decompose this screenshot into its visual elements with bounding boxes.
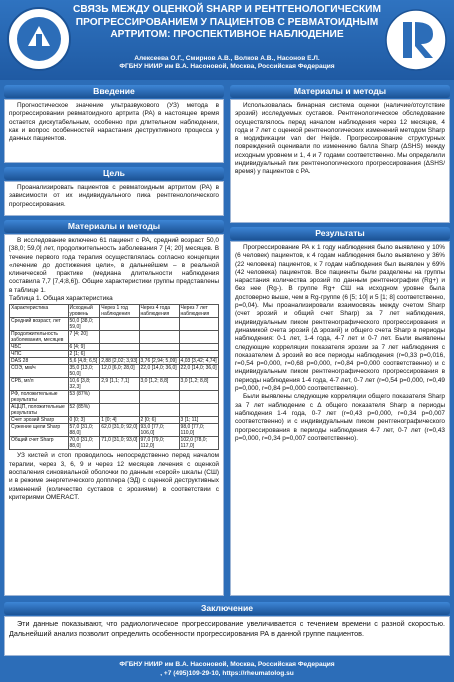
table-cell: 98,0 [77,0; 110,0] bbox=[179, 424, 218, 437]
table-cell: 97,0 [79,0; 112,0] bbox=[139, 437, 179, 450]
characteristics-table bbox=[9, 304, 219, 450]
table-cell bbox=[100, 344, 139, 351]
table-cell: DAS 28 bbox=[10, 358, 69, 365]
table-row bbox=[10, 437, 219, 450]
table-row bbox=[10, 391, 219, 404]
goal-text: Проанализировать пациентов с ревматоидным артритом (РА) в зависимости от их индивидуального пика рентгенологического прогрессирования. bbox=[9, 184, 219, 208]
table-cell bbox=[100, 331, 139, 344]
table-header-cell: Характеристика bbox=[10, 305, 69, 318]
table-row bbox=[10, 318, 219, 331]
table-row bbox=[10, 404, 219, 417]
poster-authors bbox=[70, 55, 384, 71]
table-cell bbox=[179, 351, 218, 358]
association-logo-icon bbox=[383, 4, 449, 76]
table-cell: Счет эрозий Sharp bbox=[10, 417, 69, 424]
results-box bbox=[230, 241, 450, 596]
table-cell: СОЭ, мм/ч bbox=[10, 365, 69, 378]
table-cell bbox=[100, 351, 139, 358]
table-cell bbox=[100, 391, 139, 404]
table-cell: Общий счет Sharp bbox=[10, 437, 69, 450]
authors-line: Алексеева О.Г., Смирнов А.В., Волков А.В., Насонов Е.Л. bbox=[134, 55, 320, 62]
table-cell: 2,88 [2,02; 3,93] bbox=[101, 358, 138, 365]
table-cell: 50,0 [38,0; 59,0] bbox=[68, 318, 100, 331]
table-row bbox=[10, 365, 219, 378]
table-cell: ЧБС bbox=[10, 344, 69, 351]
table-cell: 62,0 [31,0; 92,0] bbox=[100, 424, 139, 437]
table-cell: 3,0 [1,2; 8,8] bbox=[139, 378, 179, 391]
table-cell bbox=[179, 391, 218, 404]
table-cell bbox=[179, 404, 218, 417]
footer-line-2: , +7 (495)109-29-10, https://rheumatolog.su bbox=[160, 670, 294, 677]
goal-box bbox=[4, 181, 224, 216]
intro-box bbox=[4, 99, 224, 163]
table-header-cell: Через 1 год наблюдения bbox=[100, 305, 139, 318]
table-cell bbox=[179, 318, 218, 331]
goal-heading: Цель bbox=[4, 167, 224, 180]
methods-left-text: В исследование включено 61 пациент с РА, средний возраст 50,0 [38,0; 59,0] лет, продолжительность заболевания 7 [4; 20] месяцев. В течение первого года терапия осуществлялась согласно концепции «лечение до достижения цели», в дальнейшем – в реальной клинической практике (медиана длительности наблюдения составила 7,7 [7,4;8,6]). Общие характеристики группы представлены в таблице 1. bbox=[9, 237, 219, 294]
table-cell: 3 [1; 11] bbox=[179, 417, 218, 424]
table-cell: 71,0 [31,0; 93,0] bbox=[100, 437, 139, 450]
table-cell bbox=[100, 318, 139, 331]
table-cell: РФ, положительные результаты bbox=[10, 391, 69, 404]
table-cell: 52 (85%) bbox=[68, 404, 100, 417]
poster-header bbox=[0, 0, 454, 80]
table-cell bbox=[179, 344, 218, 351]
table-cell: 10,6 [3,8; 32,3] bbox=[68, 378, 100, 391]
institute-logo-icon bbox=[6, 6, 72, 72]
table-cell: Продолжительность заболевания, месяцев bbox=[10, 331, 69, 344]
poster-footer bbox=[0, 660, 454, 682]
table-cell: 0 [0; 3] bbox=[68, 417, 100, 424]
table-cell: 22,0 [14,0; 36,0] bbox=[179, 365, 218, 378]
conclusion-text: Эти данные показывают, что радиологическое прогрессирование увеличивается с течением времени с разной скоростью. Дальнейший анализ позволит определить особенности прогрессирования РА в данной группе пациентов. bbox=[9, 619, 445, 638]
table-header-cell: Через 4 года наблюдения bbox=[139, 305, 179, 318]
table-cell bbox=[179, 331, 218, 344]
methods-left-after-text: УЗ кистей и стоп проводилось непосредственно перед началом терапии, через 3, 6, 9 и через 12 месяцев лечения с оценкой воспаления синовиальной оболочки по данным «серой» шкалы (СШ) и в режиме энергетического допплера (ЭД) с оценкой деструктивных изменений (количество суставов с эрозиями) в соответствии с критериями OMERACT. bbox=[9, 452, 219, 501]
table-row bbox=[10, 358, 219, 365]
table-row bbox=[10, 351, 219, 358]
table-cell: 57,0 [31,0; 88,0] bbox=[68, 424, 100, 437]
table-cell: ЧПС bbox=[10, 351, 69, 358]
table-cell: 102,0 [78,0; 117,0] bbox=[179, 437, 218, 450]
methods-left-heading: Материалы и методы bbox=[4, 220, 224, 233]
table-cell: 22,0 [14,0; 36,0] bbox=[139, 365, 179, 378]
conclusion-heading: Заключение bbox=[4, 602, 450, 615]
conclusion-box bbox=[4, 616, 450, 656]
table-cell: 2 [0; 6] bbox=[139, 417, 179, 424]
table-header-row bbox=[10, 305, 219, 318]
table-header-cell: Исходный уровень bbox=[68, 305, 100, 318]
table-cell: 5,6 [4,8; 6,5] bbox=[68, 358, 100, 365]
intro-heading: Введение bbox=[4, 85, 224, 98]
results-paragraph-2: Были выявлены следующие корреляции общего показателя Sharp за 7 лет наблюдение с Δ общего показателя Sharp в периоды наблюдения 1-4 года, 0-7 лет (r=0,43 p=0,000, r=0,34 p=0,007 соответственно) и с индивидуальным пиком рентгенографического прогрессирования в периоды наблюдения 4-7 лет, 0-7 лет (r=0,43 p=0,000, r=0,34 p=0,007 соответственно). bbox=[235, 393, 445, 442]
table-cell: 3,0 [1,2; 8,8] bbox=[179, 378, 218, 391]
methods-right-text: Использовалась бинарная система оценки (наличие/отсутствие эрозий) исследуемых суставов. Рентгенологическое обследование осуществлялось перед началом наблюдения через 12 месяцев, 4 года и 7 лет с оценкой рентгенологических изменений методом Sharp в модификации van der Heijde. Прогрессирование структурных повреждений оценивали по изменению балла Sharp (ΔSHS) между исходным уровнем и 1, 4 и 7 годами соответственно. Мы определили индивидуальный пик рентгенологического прогрессирования (ΔSHS/время) у пациентов с РА. bbox=[235, 102, 445, 176]
table-row bbox=[10, 378, 219, 391]
table-cell bbox=[139, 404, 179, 417]
methods-right-heading: Материалы и методы bbox=[230, 85, 450, 98]
poster-title: СВЯЗЬ МЕЖДУ ОЦЕНКОЙ SHARP И РЕНТГЕНОЛОГИЧЕСКИМ ПРОГРЕССИРОВАНИЕМ У ПАЦИЕНТОВ С РЕВМАТОИДНЫМ АРТРИТОМ: ПРОСПЕКТИВНОЕ НАБЛЮДЕНИЕ bbox=[73, 4, 381, 41]
table-row bbox=[10, 417, 219, 424]
table-cell bbox=[139, 391, 179, 404]
table-cell: 2,9 [1,1; 7,1] bbox=[100, 378, 139, 391]
table-cell: АЦЦП, положительные результаты bbox=[10, 404, 69, 417]
table-cell: 93,0 [77,0; 106,0] bbox=[139, 424, 179, 437]
table-body bbox=[10, 318, 219, 450]
methods-left-box bbox=[4, 234, 224, 596]
results-heading: Результаты bbox=[230, 227, 450, 240]
table-cell: 53 (87%) bbox=[68, 391, 100, 404]
table-cell bbox=[139, 318, 179, 331]
table-cell: 70,0 [31,0; 88,0] bbox=[68, 437, 100, 450]
table-cell bbox=[139, 351, 179, 358]
table-cell: 12,0 [6,0; 28,0] bbox=[100, 365, 139, 378]
table-row bbox=[10, 424, 219, 437]
table-cell bbox=[139, 344, 179, 351]
table-cell: 35,0 [13,0; 50,0] bbox=[68, 365, 100, 378]
table-row bbox=[10, 331, 219, 344]
institution-line: ФГБНУ НИИР им В.А. Насоновой, Москва, Российская Федерация bbox=[119, 63, 335, 70]
table-cell: 1 [0; 4] bbox=[100, 417, 139, 424]
table-row bbox=[10, 344, 219, 351]
table-cell: Средний возраст, лет bbox=[10, 318, 69, 331]
table-cell bbox=[139, 331, 179, 344]
table-header-cell: Через 7 лет наблюдения bbox=[179, 305, 218, 318]
intro-text: Прогностическое значение ультразвукового (УЗ) метода в прогрессировании ревматоидного артрита (РА) в настоящее время остается дискутабельным, особенно при длительном наблюдении, как и вопрос особенностей нарастания деструктивного процесса у данных пациентов. bbox=[9, 102, 219, 143]
methods-right-box bbox=[230, 99, 450, 223]
table-cell: 6 [4; 9] bbox=[68, 344, 100, 351]
table-cell bbox=[100, 404, 139, 417]
footer-line-1: ФГБНУ НИИР им В.А. Насоновой, Москва, Российская Федерация bbox=[119, 661, 335, 668]
table-cell: 2 [1; 6] bbox=[68, 351, 100, 358]
table-cell: 7 [4; 20] bbox=[68, 331, 100, 344]
table-caption: Таблица 1. Общая характеристика bbox=[9, 295, 113, 303]
table-cell: 4,03 [3,42; 4,74] bbox=[180, 358, 217, 365]
results-paragraph-1: Прогрессирование РА к 1 году наблюдения было выявлено у 10% (6 человек) пациентов, к 4 годам наблюдения было выявлено у 36% (22 человека) пациентов, к 7 годам наблюдения был выявлен у 69% (42 человека) пациентов. Все пациенты были разделены на группы нарастания количества эрозий по данным рентгенографии (Rg+) и без нее (Rg-). В группе Rg+ СШ на исходном уровне была достоверно выше, чем в Rg-группе (6 [5; 10] и 5 [1; 8] соответственно, p=0,04). Мы проанализировали взаимосвязь между счетом Sharp (счет эрозий и общий счет Sharp) за 7 лет наблюдения, индивидуальным пиком рентгенографического прогрессирования и динамикой счета эрозий (Δ эрозий) и общего счета Sharp в периоды наблюдения: 0-1 лет, 1-4 года, 4-7 лет и 0-7 лет. Были выявлены следующие корреляции показателя эрозии за 7 лет наблюдения с показателем Δ эрозий во все периоды наблюдения (r=0,33 p=0,016, r=0,54 p=0,000, r=0,68 p=0,000, r=0,84 p=0,000 соответственно) и с индивидуальным пиком рентгенографического прогрессирования в периоды наблюдения 1-4 года, 4-7 лет, 0-7 лет (r=0,54 p=0,000, r=0,49 p=0,000, r=0,84 p=0,000 соответственно). bbox=[235, 244, 445, 393]
table-cell: Сужение щели Sharp bbox=[10, 424, 69, 437]
table-cell: СРБ, мг/л bbox=[10, 378, 69, 391]
table-cell: 3,76 [2,94; 5,09] bbox=[139, 358, 179, 365]
